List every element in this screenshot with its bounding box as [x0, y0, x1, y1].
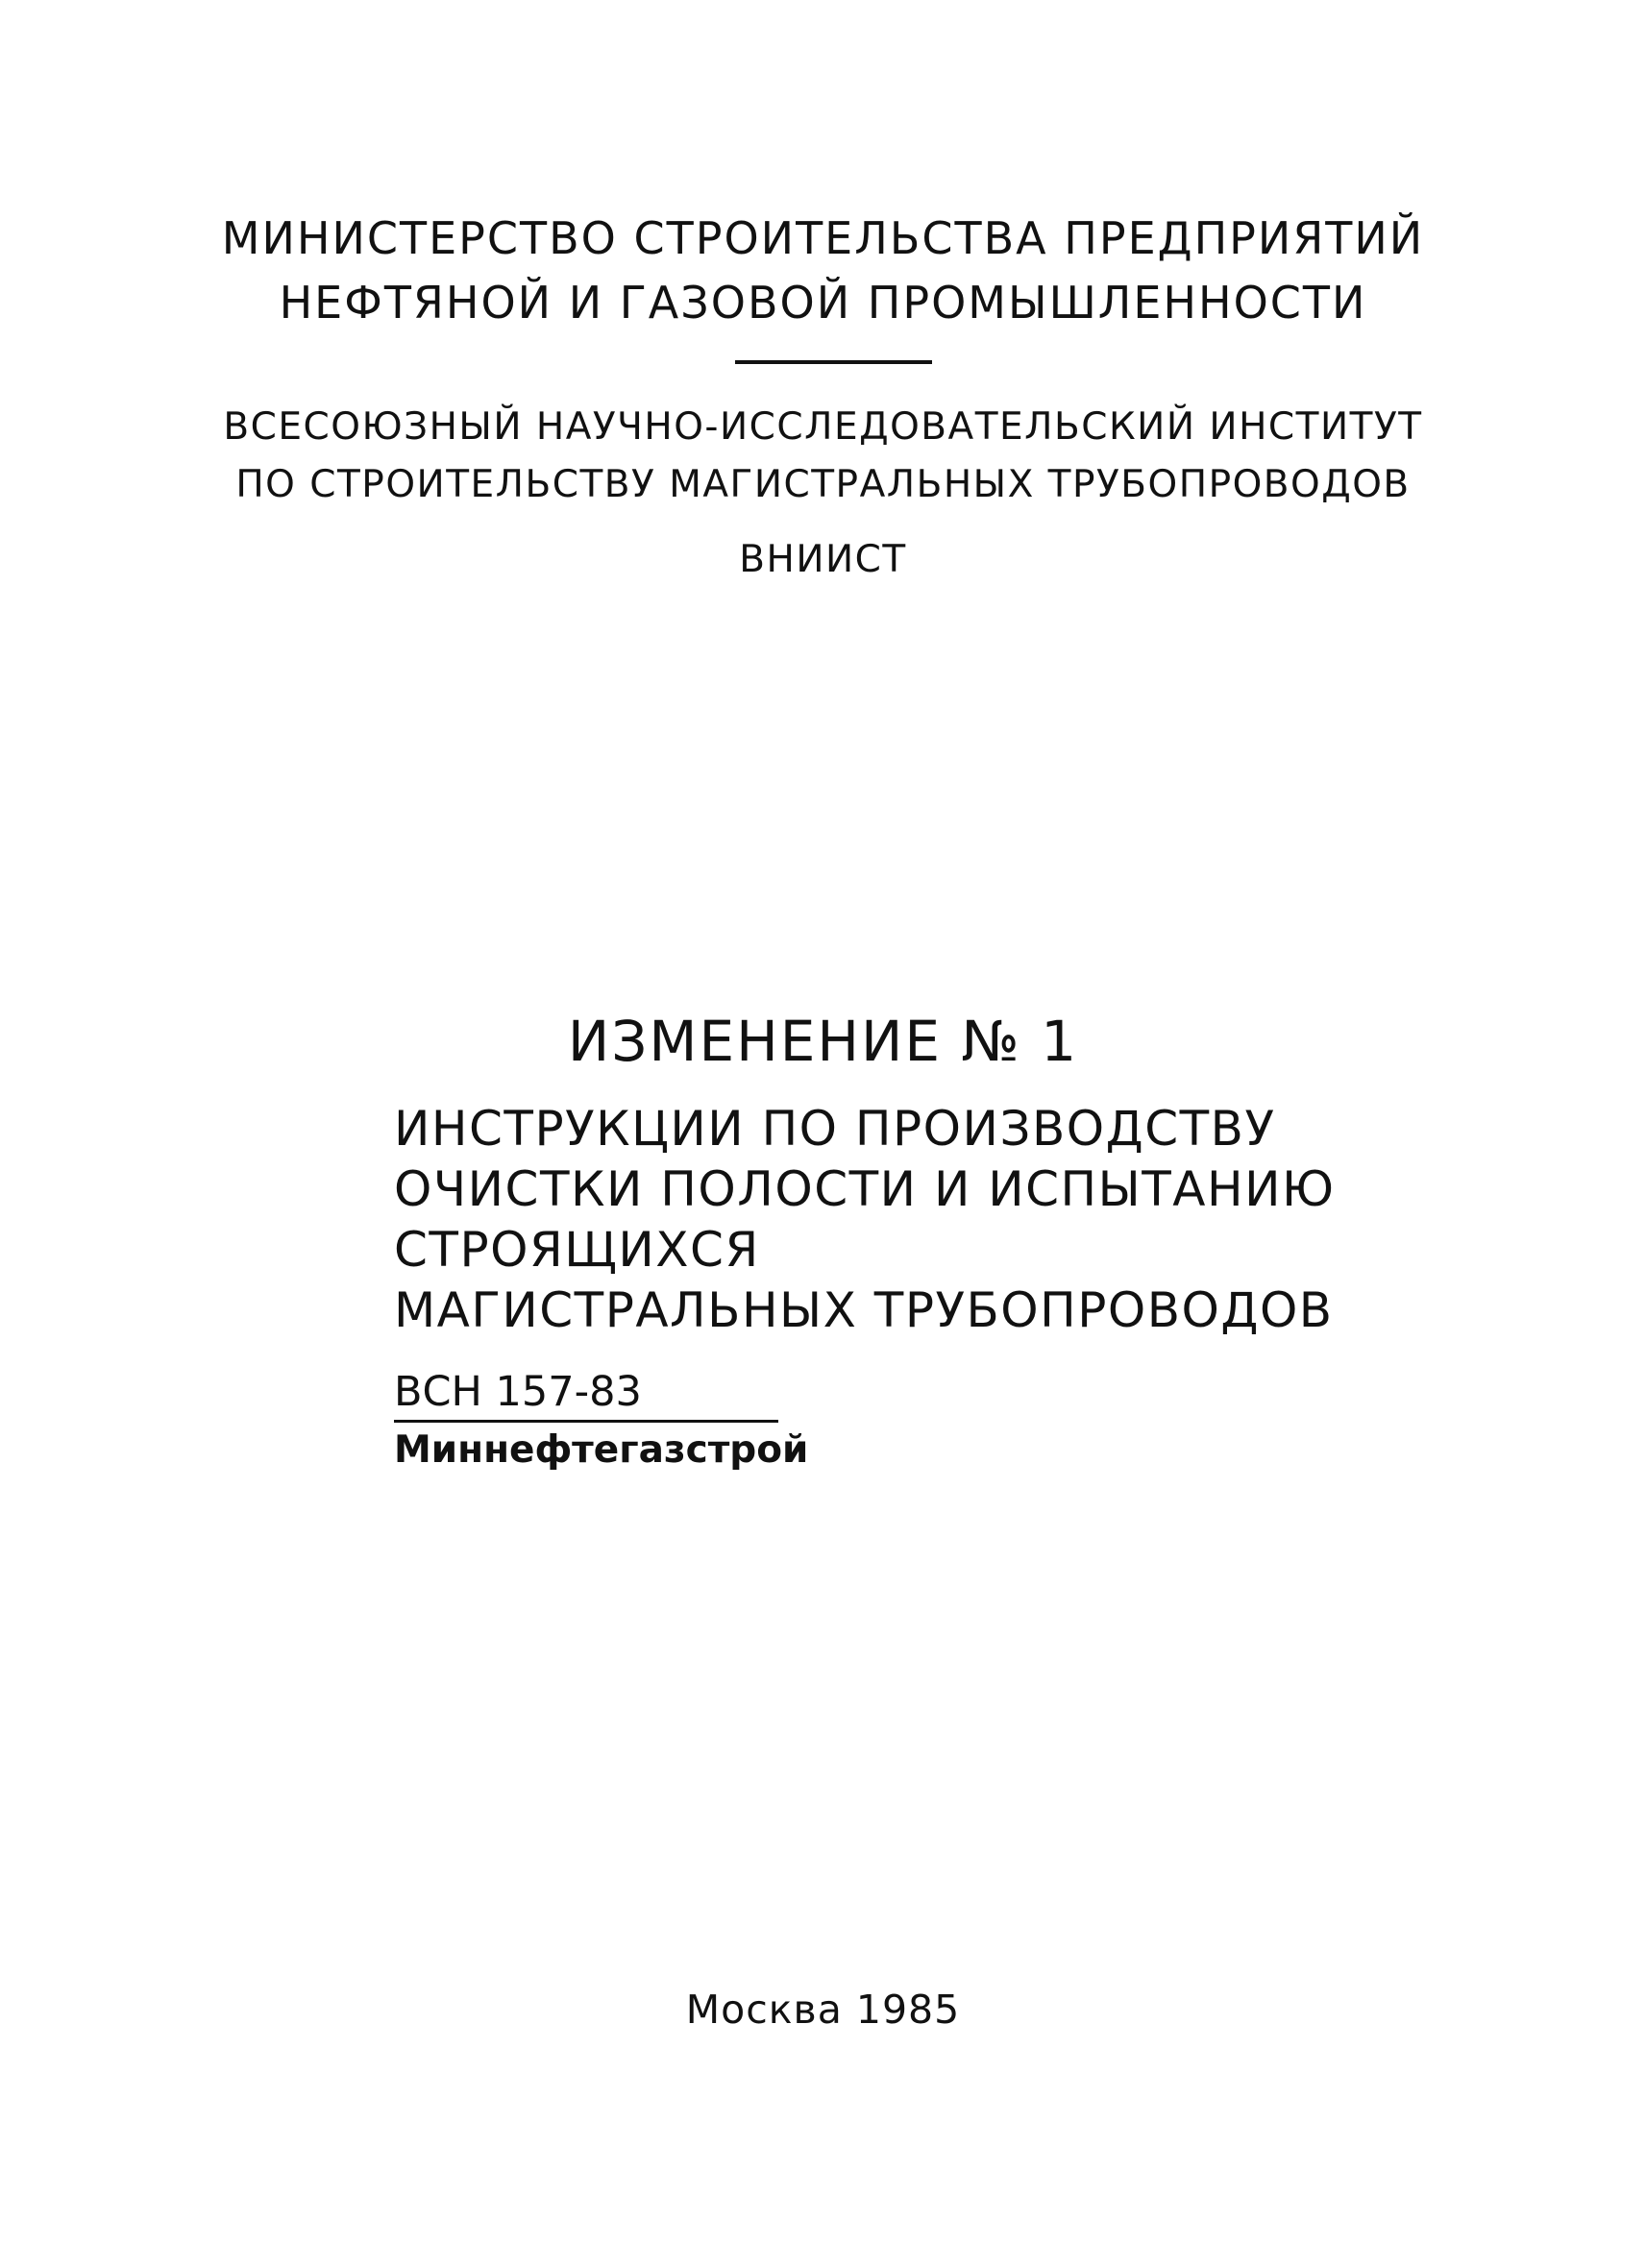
change-title: ИЗМЕНЕНИЕ № 1	[567, 1009, 1079, 1074]
institute-line-2: ПО СТРОИТЕЛЬСТВУ МАГИСТРАЛЬНЫХ ТРУБОПРОВОДОВ	[235, 463, 1411, 506]
ministry-divider	[735, 360, 932, 364]
document-code: ВСН 157-83	[394, 1368, 642, 1416]
ministry-line-2: НЕФТЯНОЙ И ГАЗОВОЙ ПРОМЫШЛЕННОСТИ	[279, 277, 1367, 329]
code-underline	[394, 1420, 778, 1423]
instruction-title-line-4: МАГИСТРАЛЬНЫХ ТРУБОПРОВОДОВ	[394, 1282, 1334, 1338]
city-year: Москва 1985	[685, 1987, 961, 2033]
instruction-title-line-2: ОЧИСТКИ ПОЛОСТИ И ИСПЫТАНИЮ	[394, 1161, 1336, 1217]
institute-line-1: ВСЕСОЮЗНЫЙ НАУЧНО-ИССЛЕДОВАТЕЛЬСКИЙ ИНСТИТУТ	[223, 405, 1423, 449]
organization-name: Миннефтегазстрой	[394, 1428, 809, 1472]
ministry-line-1: МИНИСТЕРСТВО СТРОИТЕЛЬСТВА ПРЕДПРИЯТИЙ	[221, 212, 1425, 264]
instruction-title-line-1: ИНСТРУКЦИИ ПО ПРОИЗВОДСТВУ	[394, 1101, 1276, 1157]
instruction-title-line-3: СТРОЯЩИХСЯ	[394, 1222, 760, 1278]
institute-abbreviation: ВНИИСТ	[739, 538, 907, 581]
